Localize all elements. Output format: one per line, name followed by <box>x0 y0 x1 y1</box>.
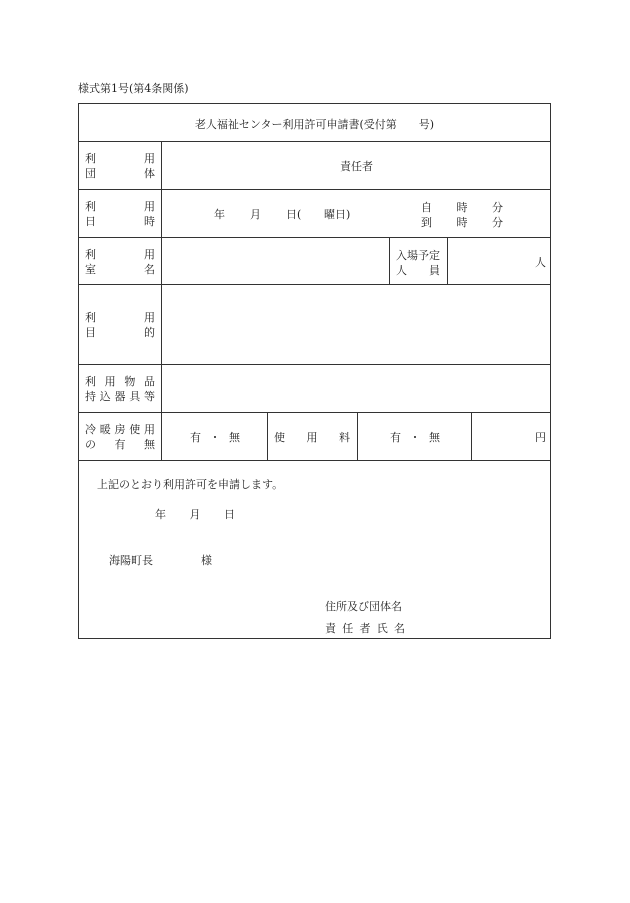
day-label: 日( <box>286 208 302 221</box>
honorific: 様 <box>201 554 212 567</box>
items-label: 利 用 物 品 持 込 器 具 等 <box>85 375 155 403</box>
time-to: 到 時 分 <box>421 216 503 229</box>
aircon-choice-field[interactable]: 有 ・ 無 <box>161 413 267 460</box>
items-field[interactable] <box>161 365 552 412</box>
purpose-field[interactable] <box>161 285 552 364</box>
name-label: 責 任 者 氏 名 <box>325 622 405 635</box>
aircon-row <box>79 413 550 461</box>
group-row <box>79 142 550 190</box>
application-statement: 上記のとおり利用許可を申請します。 <box>97 478 284 491</box>
addressee: 海陽町長 <box>109 554 153 567</box>
group-label: 利 用 団 体 <box>85 152 155 180</box>
address-label: 住所及び団体名 <box>325 600 402 613</box>
title-row <box>79 104 550 142</box>
responsible-label: 責任者 <box>340 160 373 173</box>
form-number: 様式第1号(第4条関係) <box>78 82 189 95</box>
datetime-label: 利 用 日 時 <box>85 200 155 228</box>
application-form <box>78 103 551 639</box>
month-label: 月 <box>250 208 261 221</box>
yen-unit: 円 <box>535 431 546 444</box>
time-from: 自 時 分 <box>421 201 503 214</box>
fee-amount-field[interactable] <box>471 413 552 460</box>
fee-label: 使 用 料 <box>267 413 357 460</box>
room-row <box>79 238 550 285</box>
room-label: 利 用 室 名 <box>85 248 155 276</box>
datetime-field[interactable] <box>161 190 552 237</box>
purpose-label: 利 用 目 的 <box>85 311 155 339</box>
aircon-label: 冷 暖 房 使 用 の 有 無 <box>85 423 155 451</box>
person-unit: 人 <box>535 256 546 269</box>
fee-choice-field[interactable]: 有 ・ 無 <box>357 413 471 460</box>
group-field[interactable] <box>161 142 552 189</box>
year-label: 年 <box>214 208 225 221</box>
room-name-field[interactable] <box>161 238 389 284</box>
datetime-row <box>79 190 550 238</box>
form-title: 老人福祉センター利用許可申請書(受付第 号) <box>194 118 435 131</box>
attendees-field[interactable] <box>447 238 552 284</box>
weekday-label: 曜日) <box>324 208 351 221</box>
application-date[interactable]: 年 月 日 <box>155 508 235 521</box>
purpose-row <box>79 285 550 365</box>
attendees-label: 入場予定 人 員 <box>389 238 447 284</box>
items-row <box>79 365 550 413</box>
